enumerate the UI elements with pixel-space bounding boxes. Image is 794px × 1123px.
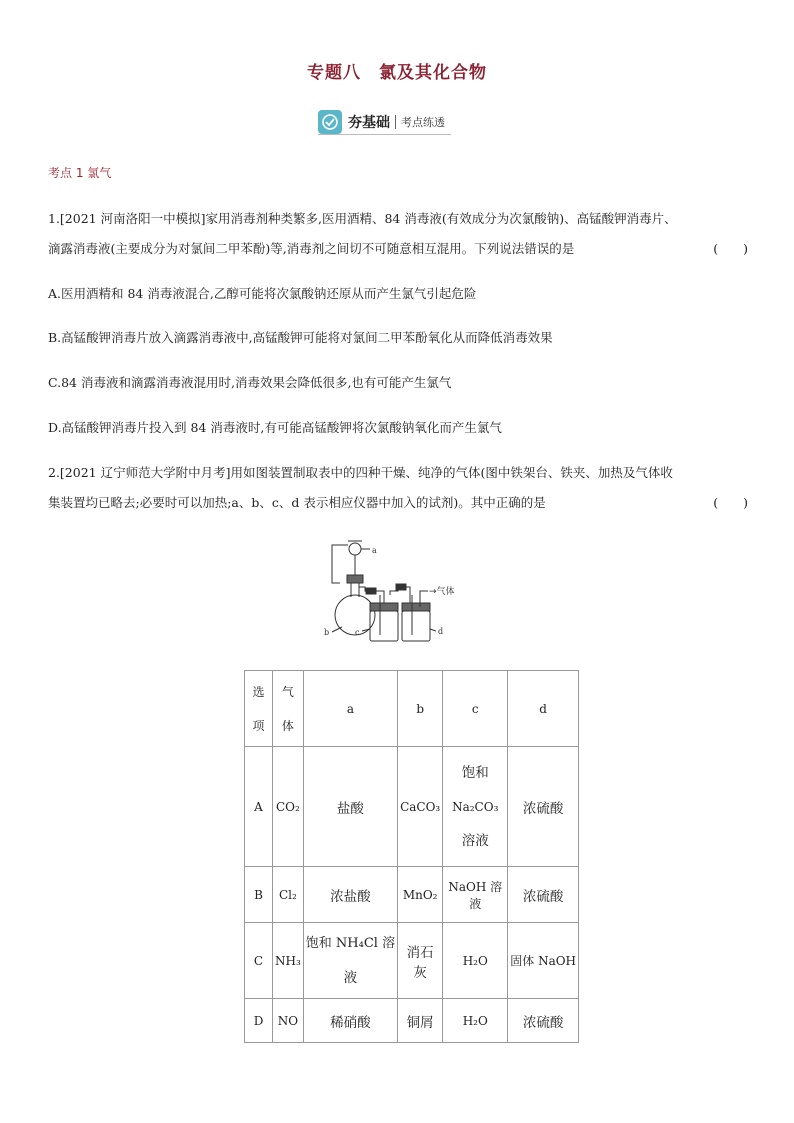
page-title: 专题八 氯及其化合物 — [307, 63, 487, 83]
row-c-reagent-a-line1: 饱和 NH₄Cl 溶 — [305, 935, 396, 951]
table-header-row — [245, 671, 579, 747]
row-d-reagent-c: H₂O — [443, 999, 508, 1043]
q1-option-d: D.高锰酸钾消毒片投入到 84 消毒液时,有可能高锰酸钾将次氯酸钠氧化而产生氯气 — [48, 420, 502, 435]
row-d-reagent-d: 浓硫酸 — [508, 999, 579, 1043]
row-d-reagent-b: 铜屑 — [398, 999, 443, 1043]
row-c-reagent-b: 消石灰 — [398, 923, 443, 999]
q2-stem-text: 集装置均已略去;必要时可以加热;a、b、c、d 表示相应仪器中加入的试剂)。其中正确的是 — [48, 495, 546, 510]
row-b-reagent-a: 浓盐酸 — [303, 867, 397, 923]
q2-stem-line2 — [48, 493, 748, 513]
row-d-reagent-a: 稀硝酸 — [303, 999, 397, 1043]
header-gas-line1: 气 — [281, 684, 294, 699]
checkmark-icon — [318, 110, 342, 134]
row-c-reagent-a — [303, 923, 397, 999]
header-option-line2: 项 — [252, 718, 265, 733]
label-a: a — [372, 546, 377, 555]
row-b-gas: Cl₂ — [273, 867, 304, 923]
q1-stem-line2 — [48, 239, 748, 259]
header-c: c — [443, 671, 508, 747]
apparatus-figure — [310, 535, 480, 650]
header-a: a — [303, 671, 397, 747]
row-a-reagent-c — [443, 747, 508, 867]
q1-answer-bracket: ( ) — [713, 241, 748, 256]
table-row — [245, 999, 579, 1043]
label-d: d — [438, 627, 444, 636]
row-d-option: D — [245, 999, 273, 1043]
row-a-reagent-c-line1: 饱和 — [461, 764, 489, 781]
table-row — [245, 747, 579, 867]
badge-divider — [395, 115, 396, 129]
label-b: b — [324, 628, 330, 637]
row-a-reagent-c-line3: 溶液 — [461, 832, 489, 849]
row-a-reagent-c-line2: Na₂CO₃ — [452, 799, 499, 814]
header-gas — [273, 671, 304, 747]
row-c-gas: NH₃ — [273, 923, 304, 999]
row-b-reagent-c: NaOH 溶液 — [443, 867, 508, 923]
header-option — [245, 671, 273, 747]
row-a-reagent-d: 浓硫酸 — [508, 747, 579, 867]
reagent-table — [244, 670, 579, 1043]
row-a-option: A — [245, 747, 273, 867]
header-b: b — [398, 671, 443, 747]
row-c-reagent-a-line2: 液 — [343, 969, 358, 986]
q1-option-b: B.高锰酸钾消毒片放入滴露消毒液中,高锰酸钾可能将对氯间二甲苯酚氧化从而降低消毒效果 — [48, 330, 553, 345]
q1-option-a: A.医用酒精和 84 消毒液混合,乙醇可能将次氯酸钠还原从而产生氯气引起危险 — [48, 286, 477, 301]
q2-stem-line1: 2.[2021 辽宁师范大学附中月考]用如图装置制取表中的四种干燥、纯净的气体(图中铁架台、铁夹、加热及气体收 — [48, 465, 673, 480]
table-row — [245, 923, 579, 999]
row-c-reagent-c: H₂O — [443, 923, 508, 999]
row-c-reagent-d: 固体 NaOH — [508, 923, 579, 999]
q1-stem-line1: 1.[2021 河南洛阳一中模拟]家用消毒剂种类繁多,医用酒精、84 消毒液(有效成分为次氯酸钠)、高锰酸钾消毒片、 — [48, 211, 677, 226]
q1-stem-text: 滴露消毒液(主要成分为对氯间二甲苯酚)等,消毒剂之间切不可随意相互混用。下列说法错误的是 — [48, 241, 575, 256]
table-row — [245, 867, 579, 923]
row-a-reagent-b: CaCO₃ — [398, 747, 443, 867]
gas-outlet-label: →气体 — [429, 587, 455, 597]
section-heading: 考点 1 氯气 — [48, 166, 112, 180]
q1-option-c: C.84 消毒液和滴露消毒液混用时,消毒效果会降低很多,也有可能产生氯气 — [48, 375, 452, 390]
header-d: d — [508, 671, 579, 747]
row-b-option: B — [245, 867, 273, 923]
badge-sub-label: 考点练透 — [401, 116, 445, 129]
q2-answer-bracket: ( ) — [713, 495, 748, 510]
header-gas-line2: 体 — [281, 718, 294, 733]
section-badge — [318, 110, 451, 135]
row-d-gas: NO — [273, 999, 304, 1043]
row-a-reagent-a: 盐酸 — [303, 747, 397, 867]
row-a-gas: CO₂ — [273, 747, 304, 867]
label-c: c — [355, 628, 360, 637]
row-c-option: C — [245, 923, 273, 999]
row-b-reagent-d: 浓硫酸 — [508, 867, 579, 923]
badge-main-label: 夯基础 — [348, 115, 390, 131]
header-option-line1: 选 — [252, 684, 265, 699]
row-b-reagent-b: MnO₂ — [398, 867, 443, 923]
